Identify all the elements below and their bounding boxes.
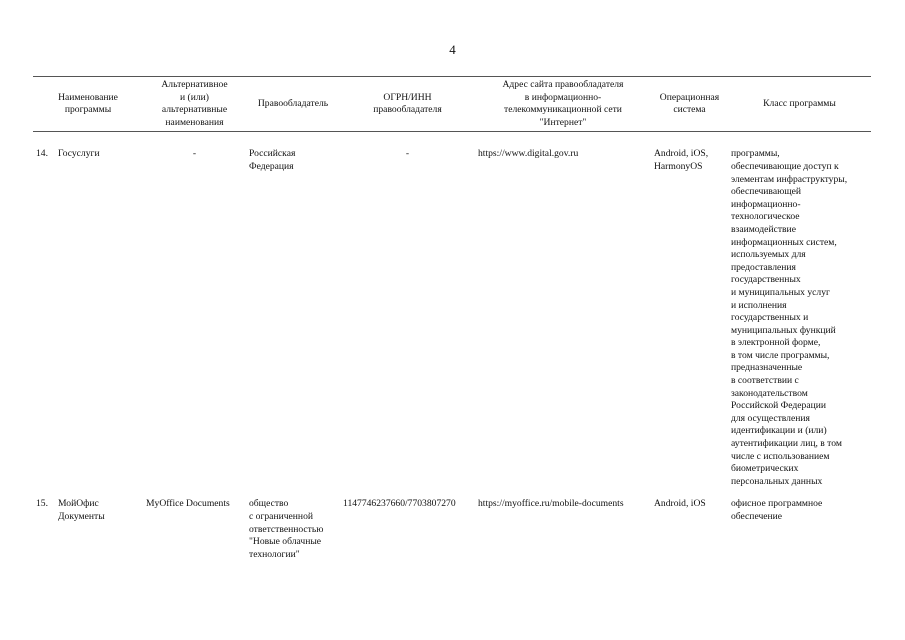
cell-text bbox=[146, 498, 243, 511]
text-line: Адрес сайта правообладателя bbox=[502, 79, 624, 90]
text-line: обеспечивающей bbox=[731, 186, 802, 198]
cell-program-class bbox=[728, 132, 871, 489]
cell-text bbox=[654, 92, 725, 117]
header-rights-holder bbox=[246, 77, 340, 132]
text-line: обеспечение bbox=[731, 511, 783, 522]
text-line: Android, iOS bbox=[654, 498, 706, 510]
cell-text bbox=[731, 98, 868, 111]
cell-operating-system bbox=[651, 488, 728, 561]
text-line: общество bbox=[249, 498, 289, 510]
cell-program-name bbox=[33, 132, 143, 489]
text-line: государственных и bbox=[731, 312, 809, 324]
text-line: - bbox=[405, 148, 410, 160]
table-row bbox=[33, 132, 871, 489]
cell-text bbox=[731, 498, 868, 523]
text-line: муниципальных функций bbox=[731, 324, 836, 336]
text-line: в том числе программы, bbox=[731, 349, 830, 361]
text-line: МойОфис bbox=[58, 498, 99, 510]
header-operating-system bbox=[651, 77, 728, 132]
text-line: система bbox=[673, 104, 706, 116]
row-number: 15. bbox=[36, 498, 48, 510]
text-line: информационных систем, bbox=[731, 236, 837, 248]
cell-text bbox=[58, 498, 132, 523]
cell-operating-system bbox=[651, 132, 728, 489]
text-line: взаимодействие bbox=[731, 223, 796, 235]
cell-text bbox=[478, 79, 648, 129]
cell-alternative-names bbox=[143, 488, 246, 561]
cell-program-class bbox=[728, 488, 871, 561]
text-line: в соответствии с bbox=[731, 375, 799, 387]
cell-text bbox=[249, 148, 337, 173]
text-line: предназначенные bbox=[731, 362, 803, 374]
text-line: телекоммуникационной сети bbox=[504, 104, 622, 116]
cell-text bbox=[343, 148, 472, 161]
text-line: программы, bbox=[731, 148, 780, 160]
page-number: 4 bbox=[449, 42, 456, 57]
cell-text bbox=[249, 498, 337, 561]
text-line: обеспечивающие доступ к bbox=[731, 160, 839, 172]
cell-text bbox=[343, 498, 472, 511]
text-line: элементам инфраструктуры, bbox=[731, 173, 848, 185]
cell-text bbox=[146, 148, 243, 161]
text-line: и исполнения bbox=[731, 299, 787, 311]
text-line: Android, iOS, bbox=[654, 148, 709, 160]
text-line: программы bbox=[64, 104, 112, 116]
text-line: офисное программное bbox=[731, 498, 823, 510]
text-line: в информационно- bbox=[524, 91, 602, 103]
cell-ogrn-inn bbox=[340, 488, 475, 561]
cell-site-address bbox=[475, 488, 651, 561]
text-line: числе с использованием bbox=[731, 450, 830, 462]
header-alternative-names bbox=[143, 77, 246, 132]
cell-text bbox=[249, 98, 337, 111]
text-line: ОГРН/ИНН bbox=[383, 91, 432, 103]
text-line: Документы bbox=[58, 511, 105, 522]
text-line: персональных данных bbox=[731, 475, 823, 487]
cell-rights-holder bbox=[246, 132, 340, 489]
software-registry-table bbox=[33, 76, 871, 561]
cell-text bbox=[478, 148, 648, 161]
cell-alternative-names bbox=[143, 132, 246, 489]
cell-program-name bbox=[33, 488, 143, 561]
text-line: MyOffice Documents bbox=[146, 498, 230, 510]
text-line: идентификации и (или) bbox=[731, 425, 827, 437]
text-line: аутентификации лиц, в том bbox=[731, 438, 842, 450]
text-line: Наименование bbox=[58, 91, 118, 103]
text-line: в электронной форме, bbox=[731, 337, 821, 349]
text-line: Класс программы bbox=[763, 97, 836, 109]
text-line: Российская bbox=[249, 148, 296, 160]
text-line: Российской Федерации bbox=[731, 400, 826, 412]
text-line: альтернативные bbox=[161, 104, 228, 116]
text-line: "Новые облачные bbox=[249, 536, 322, 548]
text-line: предоставления bbox=[731, 261, 796, 273]
text-line: и (или) bbox=[180, 91, 209, 103]
text-line: используемых для bbox=[731, 249, 806, 261]
header-program-class bbox=[728, 77, 871, 132]
row-number: 14. bbox=[36, 148, 48, 160]
header-ogrn-inn bbox=[340, 77, 475, 132]
cell-text bbox=[58, 148, 132, 161]
cell-text bbox=[654, 148, 725, 173]
text-line: HarmonyOS bbox=[654, 160, 703, 172]
cell-ogrn-inn bbox=[340, 132, 475, 489]
text-line: наименования bbox=[165, 116, 224, 128]
text-line: - bbox=[192, 148, 197, 160]
cell-text bbox=[36, 92, 140, 117]
text-line: и муниципальных услуг bbox=[731, 286, 830, 298]
text-line: правообладателя bbox=[373, 104, 442, 116]
text-line: 1147746237660/7703807270 bbox=[343, 498, 456, 510]
text-line: https://www.digital.gov.ru bbox=[478, 148, 579, 160]
cell-site-address bbox=[475, 132, 651, 489]
text-line: ответственностью bbox=[249, 523, 324, 535]
text-line: информационно- bbox=[731, 198, 801, 210]
cell-text bbox=[478, 498, 648, 511]
text-line: технологическое bbox=[731, 211, 800, 223]
text-line: Операционная bbox=[659, 91, 720, 103]
text-line: Правообладатель bbox=[257, 97, 329, 109]
table-header-row bbox=[33, 77, 871, 132]
table-row bbox=[33, 488, 871, 561]
header-site-address bbox=[475, 77, 651, 132]
text-line: Альтернативное bbox=[161, 79, 228, 90]
cell-text bbox=[654, 498, 725, 511]
text-line: законодательством bbox=[731, 387, 808, 399]
cell-text bbox=[731, 148, 868, 488]
text-line: Госуслуги bbox=[58, 148, 100, 160]
text-line: Федерация bbox=[249, 160, 294, 172]
cell-rights-holder bbox=[246, 488, 340, 561]
text-line: технологии" bbox=[249, 548, 300, 560]
cell-text bbox=[343, 92, 472, 117]
header-program-name bbox=[33, 77, 143, 132]
text-line: https://myoffice.ru/mobile-documents bbox=[478, 498, 624, 510]
text-line: для осуществления bbox=[731, 412, 810, 424]
text-line: биометрических bbox=[731, 463, 799, 475]
text-line: с ограниченной bbox=[249, 511, 313, 522]
text-line: государственных bbox=[731, 274, 801, 286]
text-line: "Интернет" bbox=[539, 116, 587, 128]
cell-text bbox=[146, 79, 243, 129]
